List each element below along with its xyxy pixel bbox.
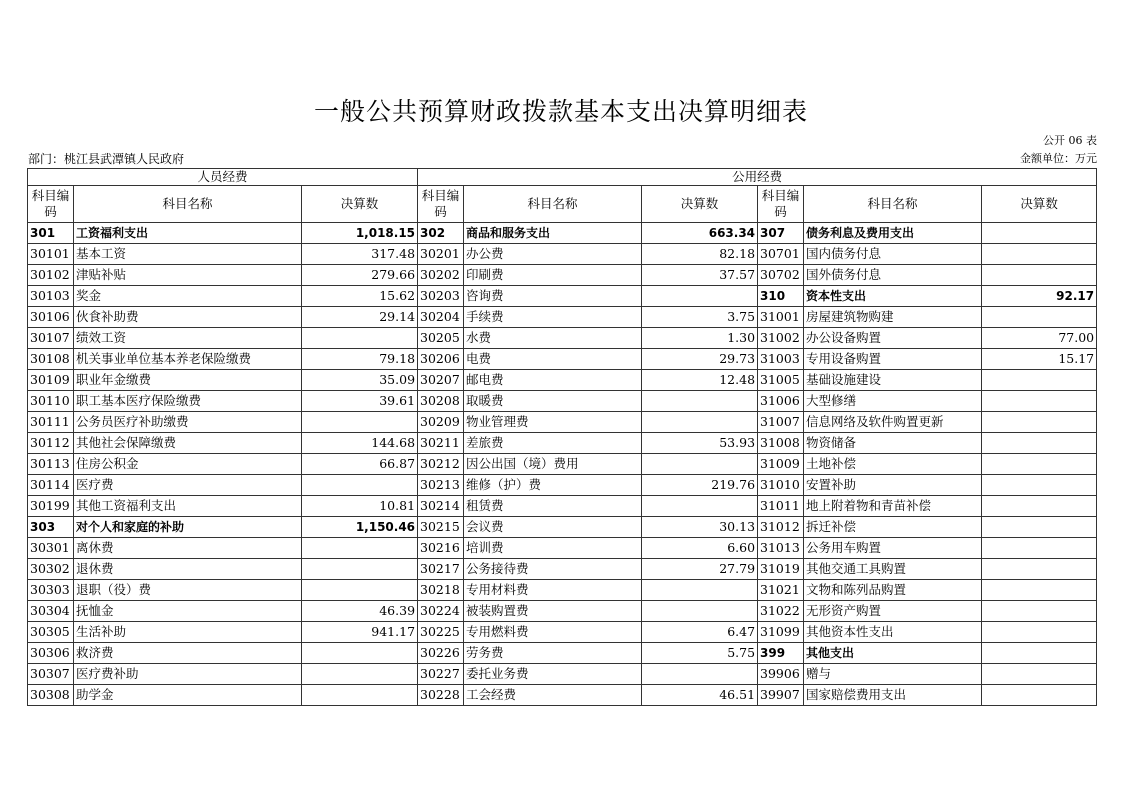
amount-cell [302,412,418,433]
subject-code-cell: 30225 [418,622,464,643]
amount-cell [302,538,418,559]
subject-code-cell: 30208 [418,391,464,412]
amount-cell [982,475,1097,496]
amount-cell [982,496,1097,517]
table-row [28,286,1097,307]
subject-name-cell: 伙食补助费 [74,307,302,328]
table-row [28,349,1097,370]
amount-cell [982,622,1097,643]
subject-code-cell: 30305 [28,622,74,643]
subject-code-cell: 30215 [418,517,464,538]
subject-name-cell: 离休费 [74,538,302,559]
amount-cell: 29.73 [642,349,758,370]
amount-cell [982,664,1097,685]
amount-cell [982,265,1097,286]
subject-code-cell: 30308 [28,685,74,706]
amount-cell: 1.30 [642,328,758,349]
subject-name-cell: 手续费 [464,307,642,328]
subject-code-cell: 30106 [28,307,74,328]
subject-name-cell: 国内债务付息 [804,244,982,265]
amount-cell [982,244,1097,265]
subject-code-cell: 30211 [418,433,464,454]
header-amount: 决算数 [302,186,418,223]
subject-code-cell: 30214 [418,496,464,517]
section-header-row [28,169,1097,186]
subject-name-cell: 工会经费 [464,685,642,706]
table-row [28,580,1097,601]
subject-name-cell: 大型修缮 [804,391,982,412]
subject-name-cell: 公务员医疗补助缴费 [74,412,302,433]
subject-name-cell: 咨询费 [464,286,642,307]
subject-name-cell: 地上附着物和青苗补偿 [804,496,982,517]
page-title: 一般公共预算财政拨款基本支出决算明细表 [313,97,808,126]
subject-code-cell: 30301 [28,538,74,559]
subject-code-cell: 30202 [418,265,464,286]
amount-cell: 35.09 [302,370,418,391]
subject-name-cell: 专用设备购置 [804,349,982,370]
subject-code-cell: 31012 [758,517,804,538]
subject-code-cell: 30101 [28,244,74,265]
subject-code-cell: 39907 [758,685,804,706]
subject-name-cell: 赠与 [804,664,982,685]
amount-cell: 219.76 [642,475,758,496]
amount-cell: 3.75 [642,307,758,328]
subject-code-cell: 30701 [758,244,804,265]
amount-cell [982,412,1097,433]
subject-name-cell: 公务接待费 [464,559,642,580]
table-row [28,559,1097,580]
subject-code-cell: 307 [758,223,804,244]
subject-name-cell: 基本工资 [74,244,302,265]
amount-cell: 6.47 [642,622,758,643]
table-row [28,433,1097,454]
subject-name-cell: 债务利息及费用支出 [804,223,982,244]
header-code: 科目编码 [28,186,74,223]
subject-code-cell: 30110 [28,391,74,412]
amount-cell [982,433,1097,454]
amount-cell [302,685,418,706]
amount-cell [302,328,418,349]
subject-name-cell: 公务用车购置 [804,538,982,559]
subject-name-cell: 对个人和家庭的补助 [74,517,302,538]
subject-code-cell: 30103 [28,286,74,307]
subject-name-cell: 土地补偿 [804,454,982,475]
subject-code-cell: 30108 [28,349,74,370]
header-name: 科目名称 [464,186,642,223]
subject-code-cell: 310 [758,286,804,307]
subject-code-cell: 30107 [28,328,74,349]
amount-cell: 27.79 [642,559,758,580]
department-label: 部门：桃江县武潭镇人民政府 [28,152,185,166]
subject-code-cell: 30114 [28,475,74,496]
amount-cell: 92.17 [982,286,1097,307]
amount-cell: 5.75 [642,643,758,664]
amount-cell [302,559,418,580]
amount-cell: 663.34 [642,223,758,244]
subject-code-cell: 30112 [28,433,74,454]
subject-code-cell: 30201 [418,244,464,265]
amount-cell: 39.61 [302,391,418,412]
subject-code-cell: 31011 [758,496,804,517]
table-row [28,517,1097,538]
amount-cell: 144.68 [302,433,418,454]
subject-name-cell: 生活补助 [74,622,302,643]
amount-cell [982,223,1097,244]
subject-code-cell: 31005 [758,370,804,391]
subject-name-cell: 水费 [464,328,642,349]
amount-cell: 77.00 [982,328,1097,349]
table-row [28,370,1097,391]
subject-name-cell: 印刷费 [464,265,642,286]
amount-cell: 82.18 [642,244,758,265]
table-row [28,601,1097,622]
subject-code-cell: 30203 [418,286,464,307]
subject-name-cell: 其他交通工具购置 [804,559,982,580]
table-row [28,496,1097,517]
table-row [28,307,1097,328]
subject-name-cell: 助学金 [74,685,302,706]
subject-name-cell: 职工基本医疗保险缴费 [74,391,302,412]
table-row [28,664,1097,685]
subject-name-cell: 医疗费补助 [74,664,302,685]
subject-code-cell: 30212 [418,454,464,475]
amount-cell [642,412,758,433]
header-name: 科目名称 [804,186,982,223]
subject-name-cell: 专用燃料费 [464,622,642,643]
subject-code-cell: 30205 [418,328,464,349]
amount-cell [302,643,418,664]
subject-code-cell: 302 [418,223,464,244]
form-number: 公开 06 表 [1043,134,1097,147]
subject-name-cell: 取暖费 [464,391,642,412]
subject-name-cell: 奖金 [74,286,302,307]
table-row [28,328,1097,349]
amount-cell: 279.66 [302,265,418,286]
amount-cell [642,454,758,475]
subject-code-cell: 30702 [758,265,804,286]
subject-name-cell: 无形资产购置 [804,601,982,622]
subject-name-cell: 会议费 [464,517,642,538]
subject-name-cell: 职业年金缴费 [74,370,302,391]
subject-code-cell: 39906 [758,664,804,685]
amount-cell: 1,018.15 [302,223,418,244]
table-row [28,454,1097,475]
subject-name-cell: 津贴补贴 [74,265,302,286]
table-row [28,391,1097,412]
subject-name-cell: 救济费 [74,643,302,664]
subject-name-cell: 专用材料费 [464,580,642,601]
subject-name-cell: 拆迁补偿 [804,517,982,538]
subject-name-cell: 物业管理费 [464,412,642,433]
subject-name-cell: 工资福利支出 [74,223,302,244]
table-row [28,643,1097,664]
subject-code-cell: 30113 [28,454,74,475]
amount-cell: 46.39 [302,601,418,622]
subject-code-cell: 30304 [28,601,74,622]
amount-cell: 6.60 [642,538,758,559]
subject-name-cell: 抚恤金 [74,601,302,622]
table-row [28,622,1097,643]
subject-name-cell: 其他支出 [804,643,982,664]
subject-name-cell: 退职（役）费 [74,580,302,601]
subject-code-cell: 31008 [758,433,804,454]
amount-cell [982,601,1097,622]
subject-name-cell: 委托业务费 [464,664,642,685]
subject-code-cell: 31006 [758,391,804,412]
subject-name-cell: 其他资本性支出 [804,622,982,643]
amount-cell [982,370,1097,391]
header-code: 科目编码 [758,186,804,223]
subject-code-cell: 30213 [418,475,464,496]
subject-code-cell: 30207 [418,370,464,391]
subject-name-cell: 机关事业单位基本养老保险缴费 [74,349,302,370]
subject-code-cell: 30102 [28,265,74,286]
subject-code-cell: 30204 [418,307,464,328]
subject-name-cell: 电费 [464,349,642,370]
subject-name-cell: 安置补助 [804,475,982,496]
amount-cell [642,496,758,517]
subject-code-cell: 31010 [758,475,804,496]
amount-cell: 15.17 [982,349,1097,370]
amount-cell: 10.81 [302,496,418,517]
amount-cell: 30.13 [642,517,758,538]
subject-code-cell: 30228 [418,685,464,706]
amount-cell: 941.17 [302,622,418,643]
subject-code-cell: 30302 [28,559,74,580]
subject-code-cell: 31019 [758,559,804,580]
subject-name-cell: 其他工资福利支出 [74,496,302,517]
subject-name-cell: 国家赔偿费用支出 [804,685,982,706]
subject-code-cell: 31021 [758,580,804,601]
amount-cell [982,643,1097,664]
subject-code-cell: 303 [28,517,74,538]
amount-cell: 29.14 [302,307,418,328]
subject-code-cell: 30307 [28,664,74,685]
amount-cell [642,391,758,412]
subject-name-cell: 租赁费 [464,496,642,517]
amount-cell [982,538,1097,559]
table-row [28,475,1097,496]
table-row [28,244,1097,265]
subject-code-cell: 301 [28,223,74,244]
subject-code-cell: 30217 [418,559,464,580]
subject-name-cell: 文物和陈列品购置 [804,580,982,601]
subject-name-cell: 因公出国（境）费用 [464,454,642,475]
subject-code-cell: 31099 [758,622,804,643]
subject-code-cell: 30218 [418,580,464,601]
table-row [28,412,1097,433]
amount-cell: 46.51 [642,685,758,706]
subject-code-cell: 31003 [758,349,804,370]
subject-name-cell: 劳务费 [464,643,642,664]
amount-cell [982,517,1097,538]
subject-name-cell: 退休费 [74,559,302,580]
subject-name-cell: 物资储备 [804,433,982,454]
subject-name-cell: 资本性支出 [804,286,982,307]
amount-cell: 317.48 [302,244,418,265]
subject-name-cell: 国外债务付息 [804,265,982,286]
amount-cell [982,580,1097,601]
subject-code-cell: 30111 [28,412,74,433]
subject-name-cell: 培训费 [464,538,642,559]
subject-name-cell: 信息网络及软件购置更新 [804,412,982,433]
subject-name-cell: 其他社会保障缴费 [74,433,302,454]
subject-name-cell: 维修（护）费 [464,475,642,496]
header-amount: 决算数 [642,186,758,223]
section-public: 公用经费 [418,169,1097,186]
subject-code-cell: 30226 [418,643,464,664]
header-name: 科目名称 [74,186,302,223]
subject-code-cell: 30109 [28,370,74,391]
subject-name-cell: 被装购置费 [464,601,642,622]
amount-unit-label: 金额单位：万元 [1020,152,1097,165]
subject-code-cell: 31009 [758,454,804,475]
subject-code-cell: 399 [758,643,804,664]
subject-code-cell: 31007 [758,412,804,433]
amount-cell: 53.93 [642,433,758,454]
subject-name-cell: 商品和服务支出 [464,223,642,244]
amount-cell [302,475,418,496]
subject-name-cell: 差旅费 [464,433,642,454]
amount-cell [982,454,1097,475]
expenditure-table [27,168,1097,706]
subject-code-cell: 30216 [418,538,464,559]
amount-cell [642,286,758,307]
amount-cell: 1,150.46 [302,517,418,538]
amount-cell: 12.48 [642,370,758,391]
subject-code-cell: 30224 [418,601,464,622]
subject-name-cell: 医疗费 [74,475,302,496]
section-personnel: 人员经费 [28,169,418,186]
subject-code-cell: 31013 [758,538,804,559]
subject-name-cell: 绩效工资 [74,328,302,349]
subject-code-cell: 30303 [28,580,74,601]
amount-cell [982,307,1097,328]
header-code: 科目编码 [418,186,464,223]
amount-cell: 15.62 [302,286,418,307]
subject-name-cell: 住房公积金 [74,454,302,475]
amount-cell [982,559,1097,580]
subject-code-cell: 30306 [28,643,74,664]
subject-name-cell: 办公设备购置 [804,328,982,349]
subject-name-cell: 基础设施建设 [804,370,982,391]
amount-cell: 66.87 [302,454,418,475]
subject-code-cell: 31001 [758,307,804,328]
subject-code-cell: 30227 [418,664,464,685]
amount-cell [302,664,418,685]
amount-cell [982,391,1097,412]
amount-cell [982,685,1097,706]
amount-cell [642,664,758,685]
amount-cell [642,601,758,622]
amount-cell: 37.57 [642,265,758,286]
header-amount: 决算数 [982,186,1097,223]
table-row [28,265,1097,286]
subject-code-cell: 31022 [758,601,804,622]
column-header-row [28,186,1097,223]
amount-cell [642,580,758,601]
table-row [28,538,1097,559]
subject-name-cell: 房屋建筑物购建 [804,307,982,328]
subject-name-cell: 邮电费 [464,370,642,391]
subject-code-cell: 31002 [758,328,804,349]
subject-code-cell: 30199 [28,496,74,517]
amount-cell [302,580,418,601]
table-row [28,223,1097,244]
table-row [28,685,1097,706]
subject-code-cell: 30206 [418,349,464,370]
amount-cell: 79.18 [302,349,418,370]
subject-name-cell: 办公费 [464,244,642,265]
subject-code-cell: 30209 [418,412,464,433]
